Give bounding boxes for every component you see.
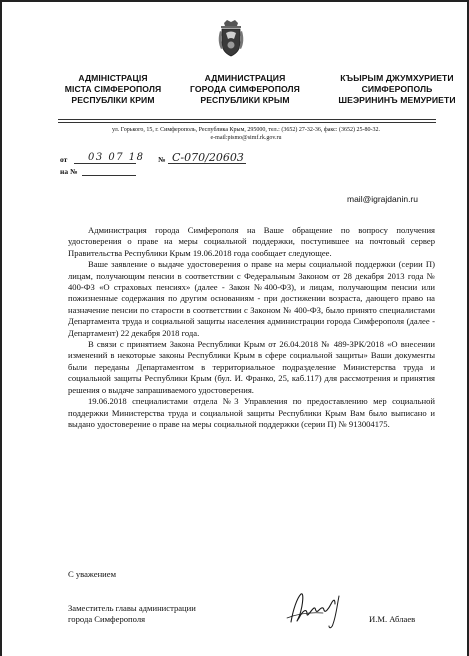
coat-of-arms-emblem [216,19,246,59]
header-russian [180,73,310,106]
header-russian-line1: АДМИНИСТРАЦИЯ [204,73,286,83]
signatory-title-line1: Заместитель главы администрации [68,603,196,613]
contact-info [66,126,426,142]
signatory-title [68,603,196,626]
date-label: от [60,155,68,164]
body-paragraph-2: Ваше заявление о выдаче удостоверения о праве на меры социальной поддержки (серии П) лицам, получающим пенсии в соответствии с Федеральным Законом от 28 декабря 2013 года № 400-ФЗ «О страховых пенсиях» (далее - Закон №400-ФЗ), и лицам, получающим пенсии или пожизненные содержания по другим основаниям - при достижении возраста, дающего право на назначение пенсии по старости в соответствии с Законом № 400-ФЗ, было принято специалистами Департамента труда и социальной защиты населения администрации города Симферополя (далее - Департамент) 22 декабря 2018 года. [68,259,435,338]
header-ukrainian-line2: МІСТА СІМФЕРОПОЛЯ [64,84,162,94]
contact-address: ул. Горького, 15, г. Симферополь, Республика Крым, 295000, тел.: (3652) 27-32-36, факс: (3652) 25-80-32. [112,127,380,133]
contact-email: e-mail:pismo@simf.rk.gov.ru [210,135,282,141]
reference-underline [82,175,136,176]
header-crimean-tatar-line2: СИМФЕРОПОЛЬ [361,84,433,94]
reference-label: на № [60,167,78,176]
closing-phrase: С уважением [68,569,117,579]
body-paragraph-4: 19.06.2018 специалистами отдела №3 Управления по предоставлению мер социальной поддержки Министерства труда и социальной защиты Республики Крым Вам было выписано и выдано удостоверение о праве на меры социальной поддержки (серии П) № 913004175. [68,396,435,429]
handwritten-signature [283,588,353,632]
body-paragraph-1: Администрация города Симферополя на Ваше обращение по вопросу получения удостоверения о праве на меры социальной поддержки, поступившее на почтовый сервер Правительства Республики Крым 19.06.2018 года сообщает следующее. [68,225,435,258]
header-crimean-tatar-line1: КЪЫРЫМ ДЖУМХУРИЕТИ [340,73,454,83]
header-ukrainian [58,73,168,106]
recipient-email: mail@igrajdanin.ru [347,194,418,204]
letter-date: 03 07 18 [88,152,145,163]
header-russian-line3: РЕСПУБЛИКИ КРЫМ [200,95,290,105]
header-ukrainian-line3: РЕСПУБЛІКИ КРИМ [71,95,155,105]
header-russian-line2: ГОРОДА СИМФЕРОПОЛЯ [190,84,300,94]
scan-border-top [0,0,469,2]
body-paragraph-3: В связи с принятием Закона Республики Крым от 26.04.2018 № 489-ЗРК/2018 «О внесении изменений в некоторые законы Республики Крым в сфере социальной защиты» Ваши документы были переданы Департаментом в территориальное подразделение Министерства труда и социальной защиты Республики Крым (бул. И. Франко, 25, каб.117) для рассмотрения и принятия решения о выдаче запрашиваемого удостоверения. [68,339,435,395]
signatory-title-line2: города Симферополя [68,614,146,625]
date-underline [74,163,136,164]
header-divider-top [58,119,436,120]
header-ukrainian-line1: АДМІНІСТРАЦІЯ [78,73,148,83]
header-crimean-tatar [322,73,469,106]
letter-number: С-070/20603 [172,151,244,164]
number-label: № [158,155,166,164]
signatory-name: И.М. Аблаев [369,614,416,624]
header-divider-bottom [58,122,436,123]
scan-border-left [0,0,2,656]
header-crimean-tatar-line3: ШЕЭРИНИНЪ МЕМУРИЕТИ [338,95,456,105]
letter-body [68,225,435,430]
